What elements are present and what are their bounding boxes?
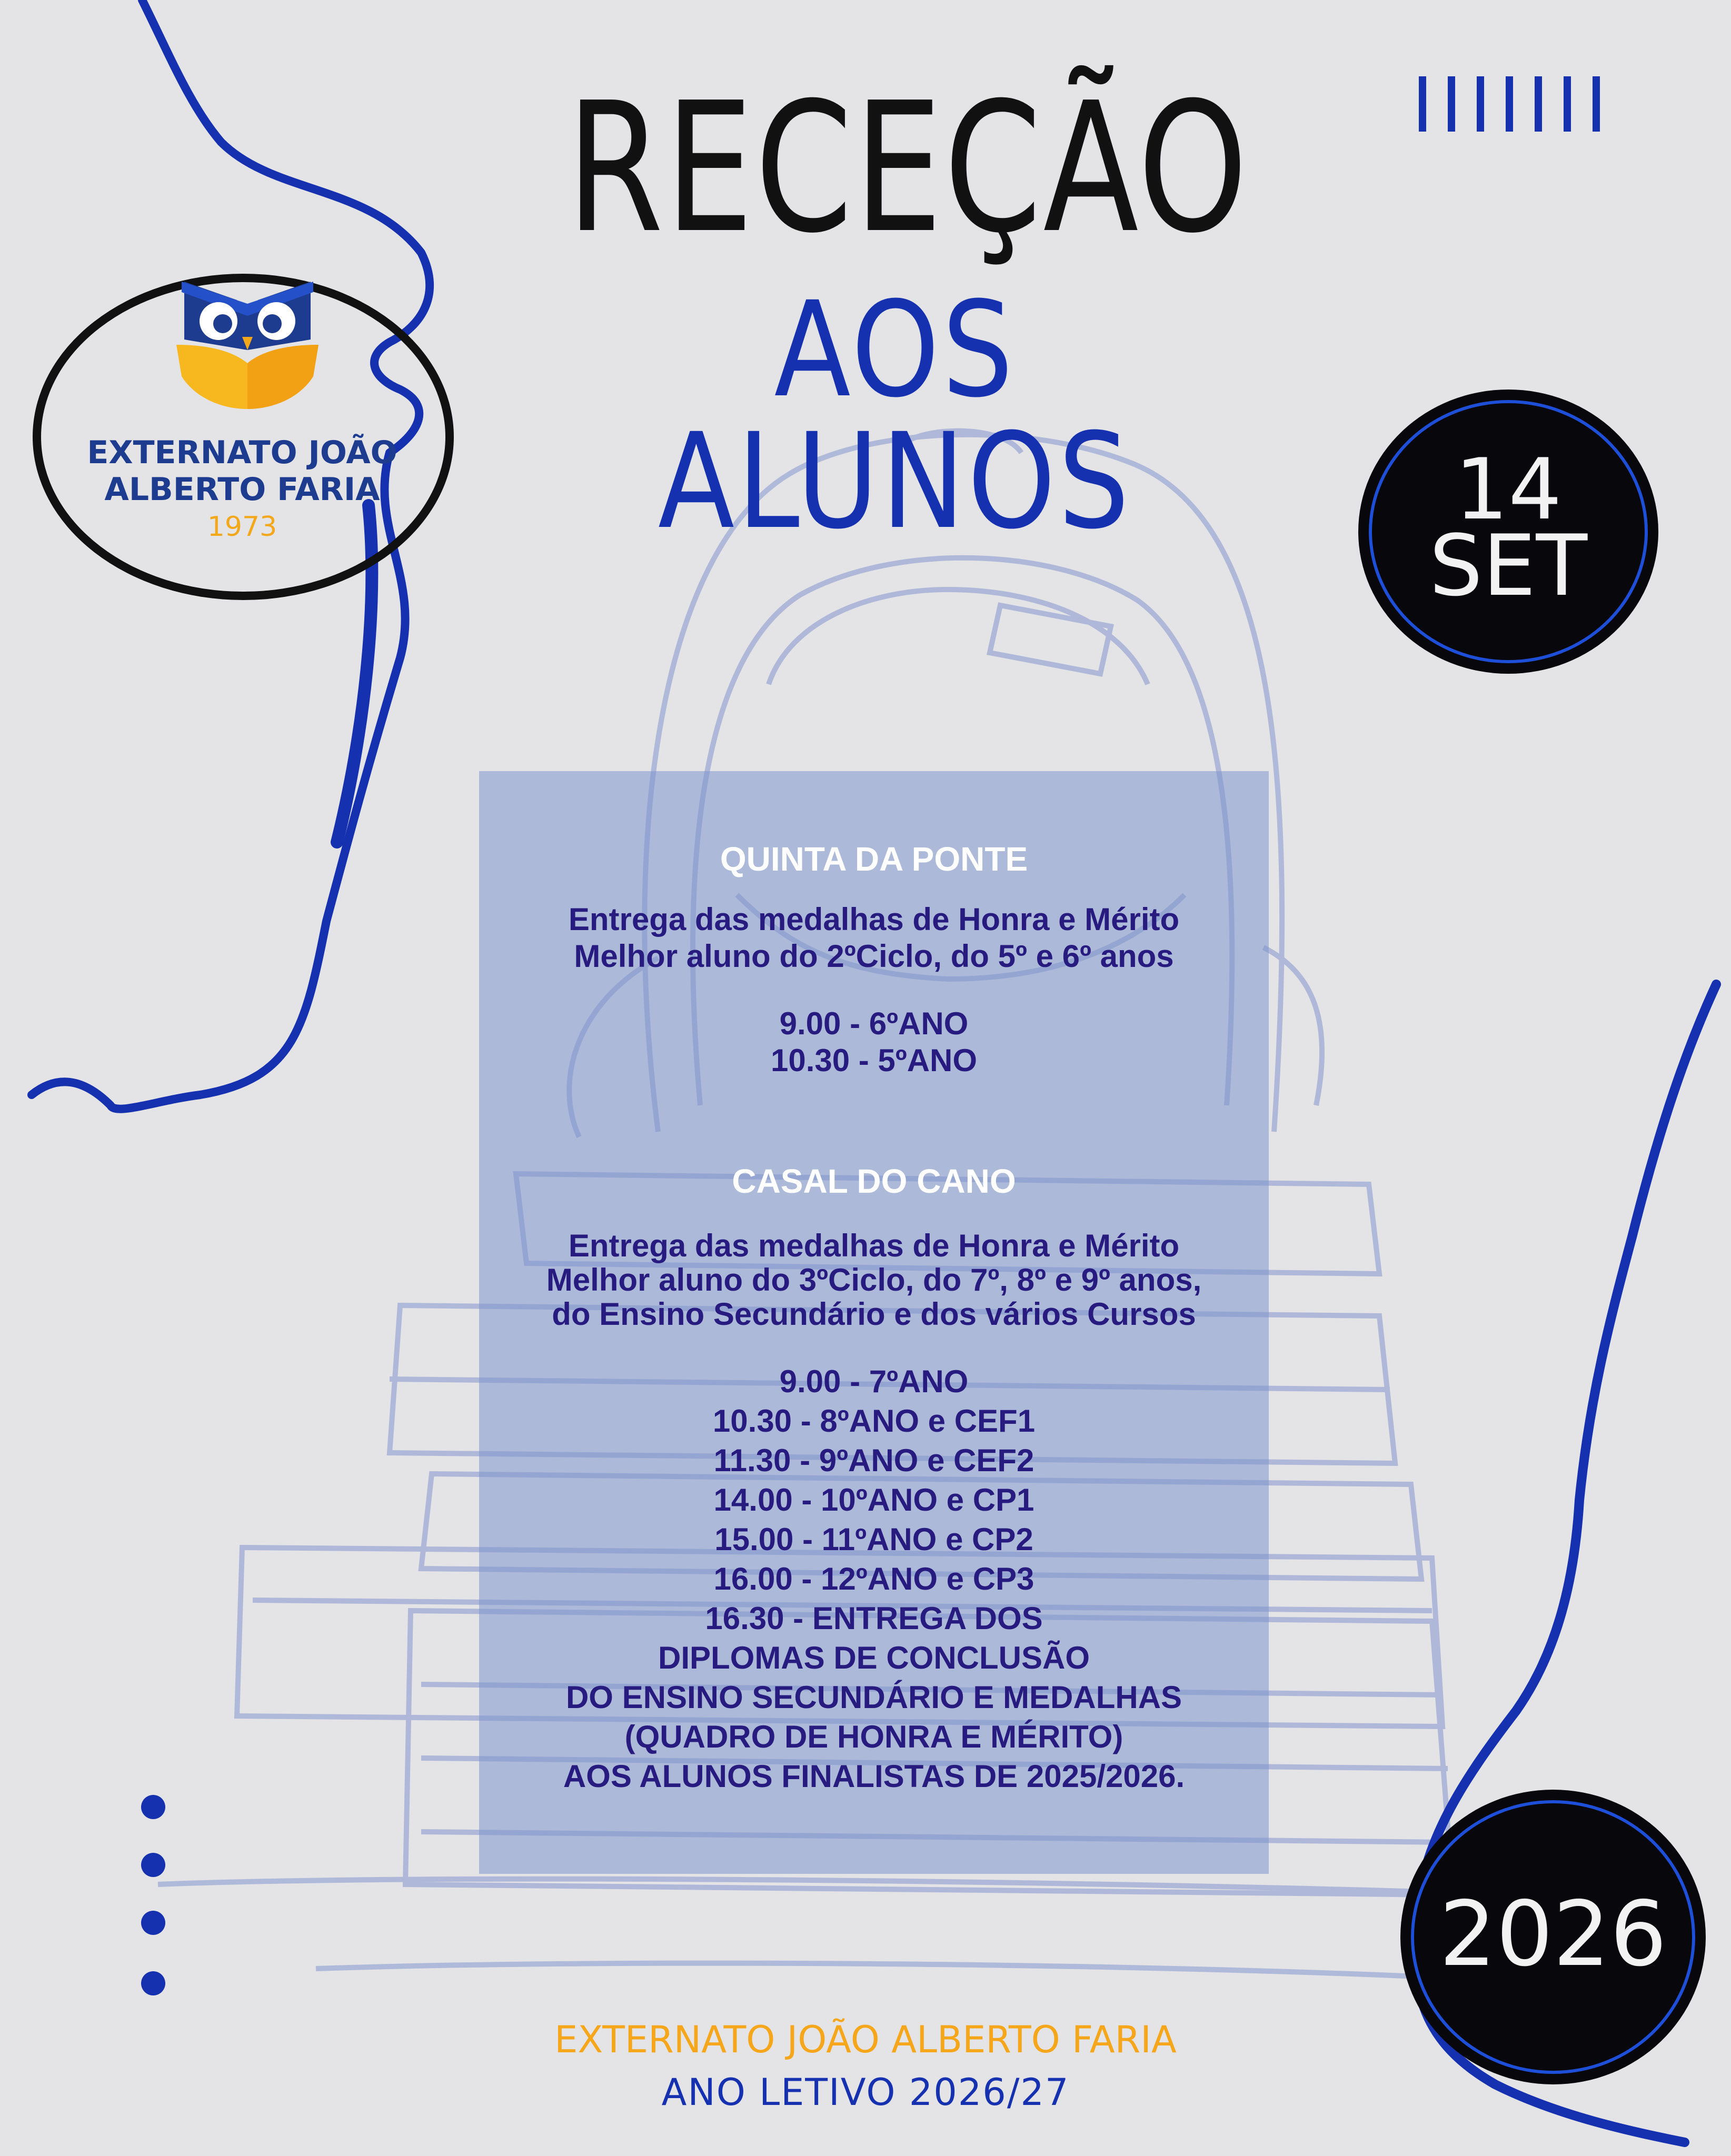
section2-time-line: 15.00 - 11ºANO e CP2: [714, 1522, 1033, 1557]
decorative-dot: [141, 1795, 165, 1819]
logo-school-name-line-2: ALBERTO FARIA: [104, 471, 380, 508]
decorative-dot: [141, 1853, 165, 1877]
decorative-dot: [141, 1971, 165, 1995]
section2-time-line: 16.00 - 12ºANO e CP3: [713, 1561, 1034, 1596]
section2-time-line: DO ENSINO SECUNDÁRIO E MEDALHAS: [565, 1680, 1182, 1715]
logo-school-name-line-1: EXTERNATO JOÃO: [87, 434, 397, 471]
date-badge: [1358, 390, 1658, 674]
section2-time-line: 14.00 - 10ºANO e CP1: [713, 1482, 1034, 1518]
decorative-dot: [141, 1911, 165, 1935]
section2-time-line: 9.00 - 7ºANO: [779, 1364, 969, 1399]
section1-description-line: Melhor aluno do 2ºCiclo, do 5º e 6º anos: [574, 939, 1174, 974]
date-month: SET: [1429, 516, 1588, 615]
section1-time-line: 10.30 - 5ºANO: [770, 1043, 978, 1078]
section2-time-line: (QUADRO DE HONRA E MÉRITO): [624, 1719, 1123, 1754]
section2-time-line: DIPLOMAS DE CONCLUSÃO: [658, 1640, 1090, 1675]
section-heading-quinta-da-ponte: QUINTA DA PONTE: [720, 840, 1028, 878]
date-day: 14: [1455, 440, 1562, 538]
section2-description-line: do Ensino Secundário e dos vários Cursos: [552, 1296, 1196, 1332]
main-title: RECEÇÃO: [566, 64, 1250, 273]
section2-description-line: Melhor aluno do 3ºCiclo, do 7º, 8º e 9º anos,: [546, 1262, 1202, 1297]
logo-founding-year: 1973: [207, 511, 277, 543]
owl-book-logo-icon: [174, 271, 321, 411]
section2-time-line: 10.30 - 8ºANO e CEF1: [712, 1403, 1036, 1439]
tally-marks-decoration: [1419, 76, 1600, 132]
subtitle: AOS ALUNOS: [658, 273, 1132, 558]
section2-time-line: 11.30 - 9ºANO e CEF2: [713, 1443, 1034, 1478]
footer-school-year: ANO LETIVO 2026/27: [661, 2071, 1070, 2114]
section-heading-casal-do-cano: CASAL DO CANO: [732, 1162, 1016, 1200]
section1-description-line: Entrega das medalhas de Honra e Mérito: [568, 902, 1180, 937]
section2-time-line: AOS ALUNOS FINALISTAS DE 2025/2026.: [563, 1759, 1185, 1794]
section1-time-line: 9.00 - 6ºANO: [779, 1006, 969, 1041]
footer-school-name: EXTERNATO JOÃO ALBERTO FARIA: [554, 2018, 1177, 2061]
schedule-panel: [479, 771, 1269, 1874]
year-badge-text: 2026: [1439, 1882, 1667, 1987]
section2-time-line: 16.30 - ENTREGA DOS: [705, 1601, 1043, 1636]
section2-description-line: Entrega das medalhas de Honra e Mérito: [568, 1228, 1180, 1263]
